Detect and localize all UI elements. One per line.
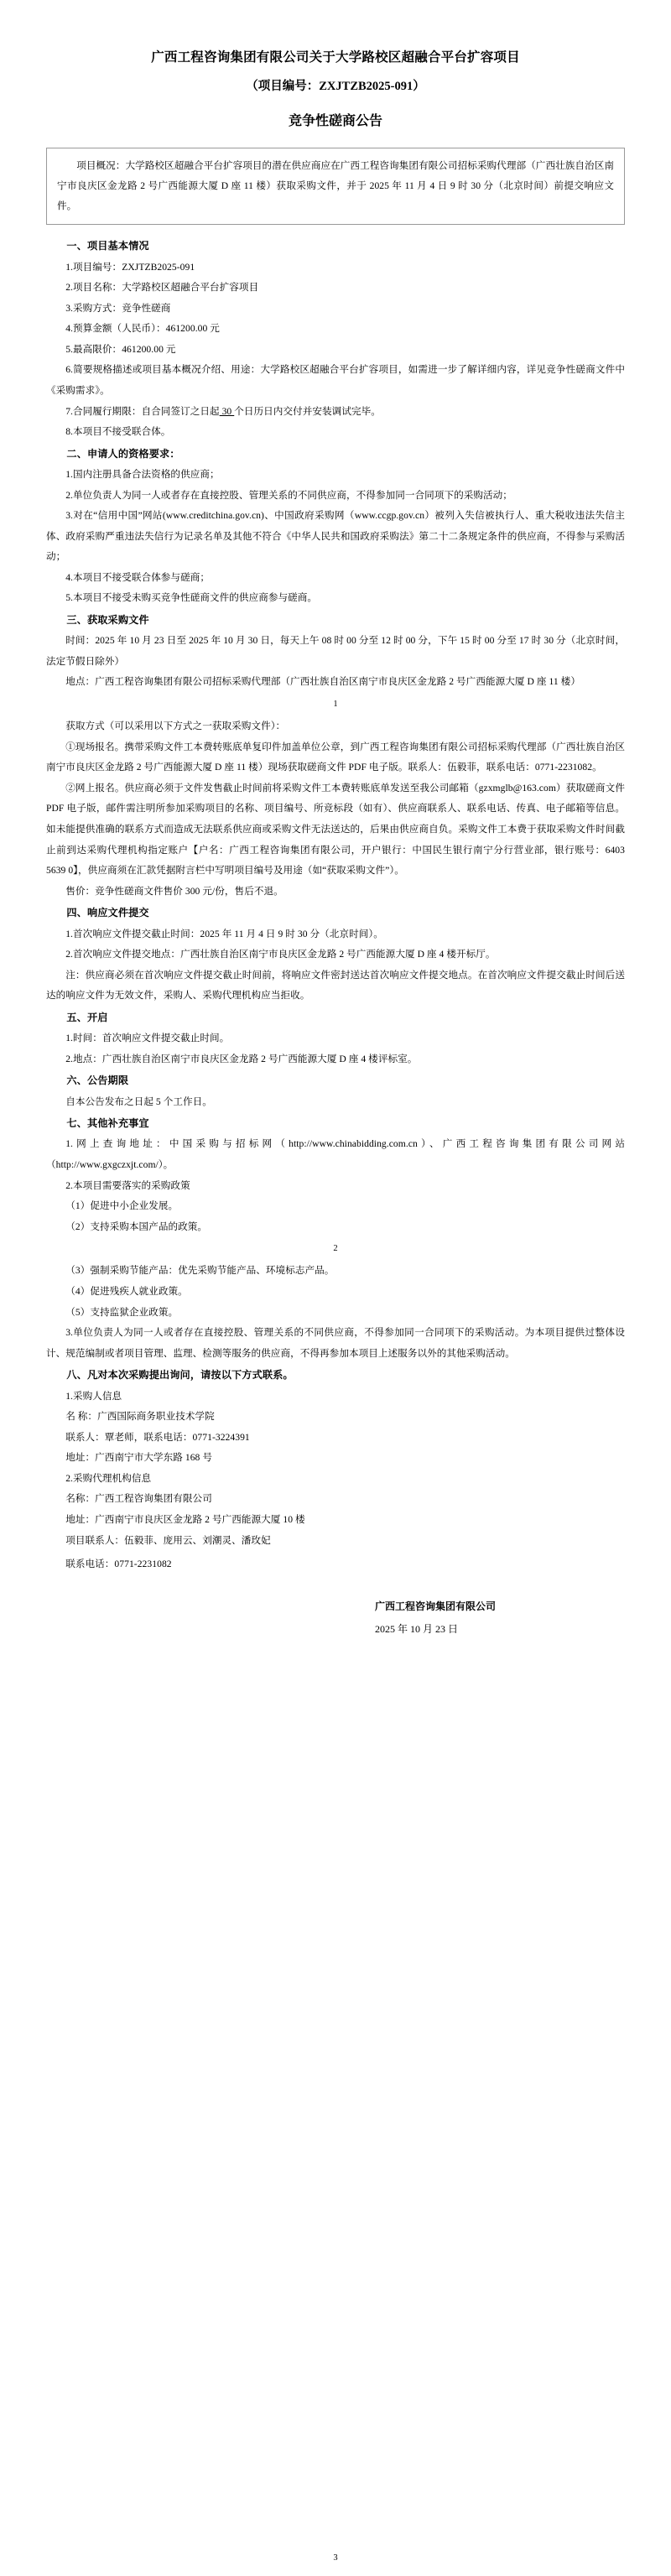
s7-item-3: 3.单位负责人为同一人或者存在直接控股、管理关系的不同供应商，不得参加同一合同项下的采购活动。为本项目提供过整体设计、规范编制或者项目管理、监理、检测等服务的供应商，不得再参加本项目上述服务以外的其他采购活动。	[46, 1327, 625, 1359]
page-number-2: 2	[333, 1244, 338, 1254]
s1-item-1: 1.项目编号：ZXJTZB2025-091	[65, 261, 195, 273]
s1-item-4: 4.预算金额（人民币）：461200.00 元	[65, 323, 220, 335]
s7-item-2-4: （4）促进残疾人就业政策。	[65, 1285, 188, 1297]
announcement-heading: 竞争性磋商公告	[288, 114, 382, 129]
s2-item-5: 5.本项目不接受未购买竞争性磋商文件的供应商参与磋商。	[65, 592, 318, 604]
s8-purchaser-contact: 联系人：覃老师，联系电话：0771-3224391	[65, 1431, 250, 1443]
signature-block	[46, 1595, 625, 1642]
s4-item-2: 2.首次响应文件提交地点：广西壮族自治区南宁市良庆区金龙路 2 号广西能源大厦 D 座 4 楼开标厅。	[65, 949, 496, 960]
page-number-3: 3	[333, 2553, 338, 2563]
section-title-4: 四、响应文件提交	[66, 907, 149, 919]
s3-method-1: ①现场报名。携带采购文件工本费转账底单复印件加盖单位公章，到广西工程咨询集团有限公司招标采购代理部（广西壮族自治区南宁市良庆区金龙路 2 号广西能源大厦 D 座 11 楼）现场获取磋商文件 PDF 电子版。联系人：伍毅菲，联系电话：0771-2231082。	[46, 741, 625, 773]
s2-item-1: 1.国内注册具备合法资格的供应商；	[65, 469, 220, 480]
s1-item-3: 3.采购方式：竞争性磋商	[65, 302, 171, 314]
section-title-1: 一、项目基本情况	[66, 240, 149, 252]
s2-item-2: 2.单位负责人为同一人或者存在直接控股、管理关系的不同供应商，不得参加同一合同项下的采购活动；	[65, 489, 512, 501]
s7-item-2-5: （5）支持监狱企业政策。	[65, 1306, 179, 1318]
page-title: 广西工程咨询集团有限公司关于大学路校区超融合平台扩容项目	[151, 50, 520, 65]
section-title-8: 八、凡对本次采购提出询问，请按以下方式联系。	[66, 1369, 294, 1382]
page-number-1: 1	[333, 700, 338, 710]
s3-place: 地点：广西工程咨询集团有限公司招标采购代理部（广西壮族自治区南宁市良庆区金龙路 2 号广西能源大厦 D 座 11 楼）	[65, 676, 580, 688]
s5-item-2: 2.地点：广西壮族自治区南宁市良庆区金龙路 2 号广西能源大厦 D 座 4 楼评标室。	[65, 1053, 418, 1064]
s1-item-2: 2.项目名称：大学路校区超融合平台扩容项目	[65, 282, 259, 294]
section-title-2: 二、申请人的资格要求：	[66, 447, 180, 460]
s8-purchaser-address: 地址：广西南宁市大学东路 168 号	[65, 1452, 212, 1464]
s8-agency-contact: 项目联系人：伍毅菲、庞用云、刘潮灵、潘玫妃	[65, 1534, 271, 1546]
s8-purchaser-name: 名 称：广西国际商务职业技术学院	[65, 1411, 215, 1423]
s8-sub1-title: 1.采购人信息	[65, 1390, 122, 1402]
section-title-5: 五、开启	[66, 1011, 108, 1023]
section-title-7: 七、其他补充事宜	[66, 1117, 149, 1130]
s1-item-8: 8.本项目不接受联合体。	[65, 426, 171, 438]
s2-item-4: 4.本项目不接受联合体参与磋商；	[65, 571, 210, 583]
s3-price: 售价：竞争性磋商文件售价 300 元/份，售后不退。	[65, 885, 283, 897]
s7-item-2: 2.本项目需要落实的采购政策	[65, 1179, 190, 1191]
contract-duration-value: 30	[219, 405, 235, 417]
s5-item-1: 1.时间：首次响应文件提交截止时间。	[65, 1033, 230, 1044]
s1-item-7-prefix: 7.合同履行期限：自合同签订之日起	[65, 405, 220, 417]
s1-item-5: 5.最高限价：461200.00 元	[65, 343, 176, 355]
project-summary-text: 项目概况：大学路校区超融合平台扩容项目的潜在供应商应在广西工程咨询集团有限公司招标采购代理部（广西壮族自治区南宁市良庆区金龙路 2 号广西能源大厦 D 座 11 楼）获取采购文件，并于 2025 年 11 月 4 日 9 时 30 分（北京时间）前提交响应文件。	[57, 160, 614, 211]
s1-item-6: 6.简要规格描述或项目基本概况介绍、用途：大学路校区超融合平台扩容项目，如需进一步了解详细内容，详见竞争性磋商文件中《采购需求》。	[46, 364, 625, 397]
signature-date: 2025 年 10 月 23 日	[375, 1623, 459, 1636]
s1-item-7-suffix: 个日历日内交付并安装调试完毕。	[234, 405, 381, 417]
section-title-3: 三、获取采购文件	[66, 614, 149, 627]
s7-item-2-3: （3）强制采购节能产品：优先采购节能产品、环境标志产品。	[65, 1265, 335, 1277]
s3-time: 时间：2025 年 10 月 23 日至 2025 年 10 月 30 日，每天上午 08 时 00 分至 12 时 00 分，下午 15 时 00 分至 17 时 30 分（北京时间，法定节假日除外）	[46, 635, 625, 667]
project-summary-box	[46, 148, 625, 225]
s7-item-2-1: （1）促进中小企业发展。	[65, 1200, 179, 1212]
signature-company: 广西工程咨询集团有限公司	[375, 1600, 497, 1612]
s2-item-3: 3.对在“信用中国”网站(www.creditchina.gov.cn)、中国政府采购网（www.ccgp.gov.cn）被列入失信被执行人、重大税收违法失信主体、政府采购严重违法失信行为记录名单及其他不符合《中华人民共和国政府采购法》第二十二条规定条件的供应商，不得参与采购活动；	[46, 510, 625, 563]
s8-sub2-title: 2.采购代理机构信息	[65, 1472, 152, 1484]
s7-item-1: 1.网上查询地址：中国采购与招标网（http://www.chinabidding.com.cn）、广西工程咨询集团有限公司网站（http://www.gxgczxjt.com/）。	[46, 1138, 625, 1170]
s8-agency-name: 名称：广西工程咨询集团有限公司	[65, 1493, 212, 1505]
s8-agency-address: 地址：广西南宁市良庆区金龙路 2 号广西能源大厦 10 楼	[65, 1513, 305, 1525]
s4-note: 注：供应商必须在首次响应文件提交截止时间前，将响应文件密封送达首次响应文件提交地点。在首次响应文件提交截止时间后送达的响应文件为无效文件，采购人、采购代理机构应当拒收。	[46, 969, 625, 1002]
s6-item-1: 自本公告发布之日起 5 个工作日。	[65, 1095, 212, 1107]
s3-method-2: ②网上报名。供应商必须于文件发售截止时间前将采购文件工本费转账底单发送至我公司邮箱（gzxmglb@163.com）获取磋商文件 PDF 电子版，邮件需注明所参加采购项目的名称、项目编号、所竞标段（如有）、供应商联系人、联系电话、传真、电子邮箱等信息。如未能提供准确的联系方式而造成无法联系供应商或采购文件无法送达的，后果由供应商自负。采购文件工本费于获取采购文件时间截止前到达采购代理机构指定账户【户名：广西工程咨询集团有限公司，开户银行：中国民生银行南宁分行营业部，银行账号：6403 5639 0】，供应商须在汇款凭据附言栏中写明项目编号及用途（如“获取采购文件”）。	[46, 782, 625, 877]
s1-item-7	[46, 402, 625, 423]
s8-agency-phone: 联系电话：0771-2231082	[65, 1559, 172, 1570]
s4-item-1: 1.首次响应文件提交截止时间：2025 年 11 月 4 日 9 时 30 分（北京时间）。	[65, 928, 383, 939]
s3-method-title: 获取方式（可以采用以下方式之一获取采购文件）：	[65, 721, 286, 732]
s7-item-2-2: （2）支持采购本国产品的政策。	[65, 1220, 208, 1232]
section-title-6: 六、公告期限	[66, 1075, 129, 1087]
project-number-subtitle: （项目编号：ZXJTZB2025-091）	[246, 80, 425, 94]
